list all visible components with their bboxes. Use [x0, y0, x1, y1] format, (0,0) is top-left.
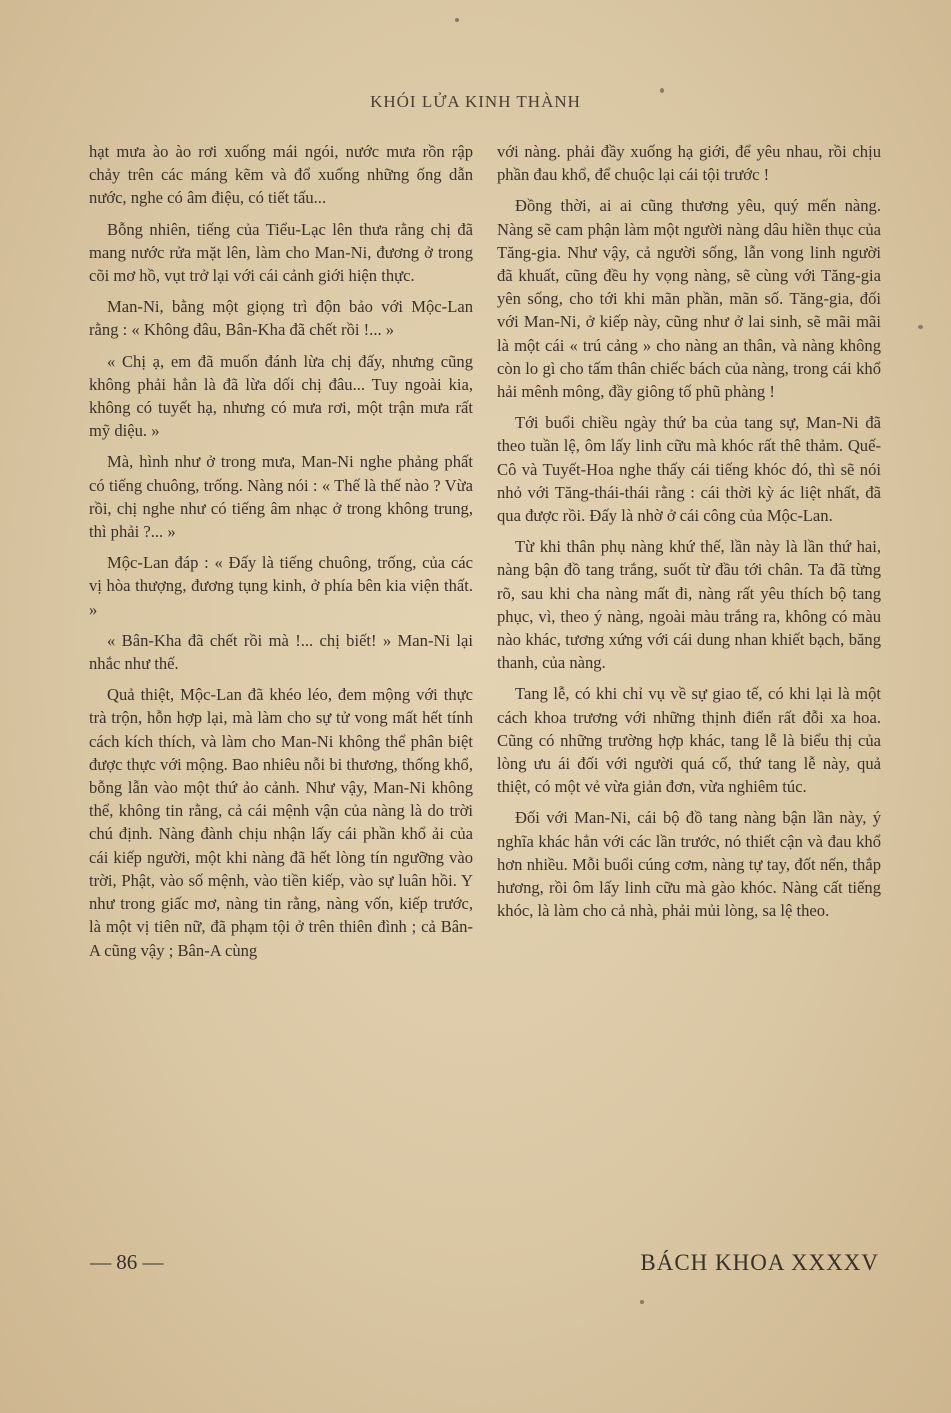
paragraph: Tới buổi chiều ngày thứ ba của tang sự, Man-Ni đã theo tuần lệ, ôm lấy linh cữu mà khóc rất thê thảm. Quế-Cô và Tuyết-Hoa nghe thấy cái tiếng khóc đó, thì sẽ nói nhỏ với Tăng-thái-thái rằng : cái thời kỳ ác liệt nhất, đã qua được rồi. Đấy là nhờ ở cái công của Mộc-Lan.: [497, 413, 881, 526]
paragraph: Tang lễ, có khi chỉ vụ về sự giao tế, có khi lại là một cách khoa trương với những thịnh điển rất đỗi xa hoa. Cũng có những trường hợp khác, tang lễ là biểu thị của lòng ưu ái đối với người quá cố, thứ tang lễ này, quả thiệt, có một vẻ vừa giản đơn, vừa nghiêm túc.: [497, 684, 881, 797]
paragraph: Bỗng nhiên, tiếng của Tiểu-Lạc lên thưa rằng chị đã mang nước rửa mặt lên, làm cho Man-Ni, đương ở trong cõi mơ hồ, vụt trở lại với cái cảnh giới hiện thực.: [89, 219, 473, 286]
paragraph: Mộc-Lan đáp : « Đấy là tiếng chuông, trống, của các vị hòa thượng, đương tụng kinh, ở phía bên kia viện thất. »: [89, 553, 473, 619]
paper-speck: [640, 1300, 644, 1304]
paragraph: với nàng. phải đầy xuống hạ giới, để yêu nhau, rồi chịu phần đau khổ, để chuộc lại cái tội trước !: [497, 142, 881, 185]
magazine-issue: BÁCH KHOA XXXXV: [640, 1250, 879, 1275]
paragraph: Đồng thời, ai ai cũng thương yêu, quý mến nàng. Nàng sẽ cam phận làm một người nàng dâu hiền thục của Tăng-gia. Như vậy, cả người sống, lẫn vong linh người đã khuất, cũng đều hy vọng nàng, sẽ cùng với Tăng-gia yên sống, cho tới khi mãn phần, mãn số. Tăng-gia, đối với Man-Ni, ở kiếp này, cũng như ở lai sinh, sẽ mãi mãi là một cái « trú cảng » cho nàng an thân, và nàng không còn lo gì cho tấm thân chiếc bách của nàng, trong cái khổ hải mênh mông, đầy giông tố phũ phàng !: [497, 196, 881, 402]
paragraph: Quả thiệt, Mộc-Lan đã khéo léo, đem mộng với thực trà trộn, hỗn hợp lại, mà làm cho sự tử vong mất hết tính cách kích thích, và làm cho Man-Ni không thể phân biệt được thực với mộng. Bao nhiêu nỗi bi thương, thống khổ, bỗng lẫn vào một thứ ảo cảnh. Như vậy, Man-Ni không thể, không tin rằng, cả cái mệnh vận của nàng là do trời chú định. Nàng đành chịu nhận lấy cái phần khổ ải của cái kiếp người, một khi nàng đã hết lòng tín ngưỡng vào trời, Phật, vào số mệnh, vào tiền kiếp, vào sự luân hồi. Y như trong giấc mơ, nàng tin rằng, nàng vốn, kiếp trước, là một vị tiên nữ, đã phạm tội ở trên thiên đình ; cả Bân-A cũng vậy ; Bân-A cùng: [89, 685, 473, 960]
paragraph: Từ khi thân phụ nàng khứ thế, lần này là lần thứ hai, nàng bận đồ tang trắng, suốt từ đầu tới chân. Ta đã từng rõ, sau khi cha nàng mất đi, nàng rất yêu thích bộ tang phục, vì, theo ý nàng, ngoài màu trắng ra, không có màu nào khác, tương xứng với cái dung nhan khiết bạch, băng thanh, của nàng.: [497, 537, 881, 673]
left-column: [89, 140, 473, 970]
paragraph: Mà, hình như ở trong mưa, Man-Ni nghe phảng phất có tiếng chuông, trống. Nàng nói : « Thế là thế nào ? Vừa rồi, chị nghe như có tiếng âm nhạc ở trong không trung, thì phải ?... »: [89, 452, 473, 542]
running-head: KHÓI LỬA KINH THÀNH: [370, 92, 581, 111]
paragraph: Man-Ni, bằng một giọng trì độn bảo với Mộc-Lan rằng : « Không đâu, Bân-Kha đã chết rồi !... »: [89, 297, 473, 340]
paragraph: « Chị ạ, em đã muốn đánh lừa chị đấy, nhưng cũng không phải hẳn là đã lừa dối chị đâu... Tuy ngoài kia, không có tuyết hạ, nhưng có mưa rơi, một trận mưa rất mỹ diệu. »: [89, 351, 473, 441]
paper-speck: [918, 325, 923, 329]
paragraph: hạt mưa ào ào rơi xuống mái ngói, nước mưa rồn rập chảy trên các máng kẽm và đổ xuống những ống dẫn nước, nghe có âm điệu, có tiết tấu...: [89, 142, 473, 208]
paragraph: Đối với Man-Ni, cái bộ đồ tang nàng bận lần này, ý nghĩa khác hẳn với các lần trước, nó thiết cận và đau khổ hơn nhiều. Mỗi buổi cúng cơm, nàng tự tay, đốt nến, thắp hương, rồi ôm lấy linh cữu mà gào khóc. Nàng cất tiếng khóc, là làm cho cả nhà, phải mủi lòng, sa lệ theo.: [497, 808, 881, 921]
paragraph: « Bân-Kha đã chết rồi mà !... chị biết! » Man-Ni lại nhắc như thế.: [89, 630, 473, 674]
right-column: [497, 140, 881, 931]
paper-speck: [455, 18, 459, 22]
page-number: — 86 —: [90, 1250, 164, 1274]
